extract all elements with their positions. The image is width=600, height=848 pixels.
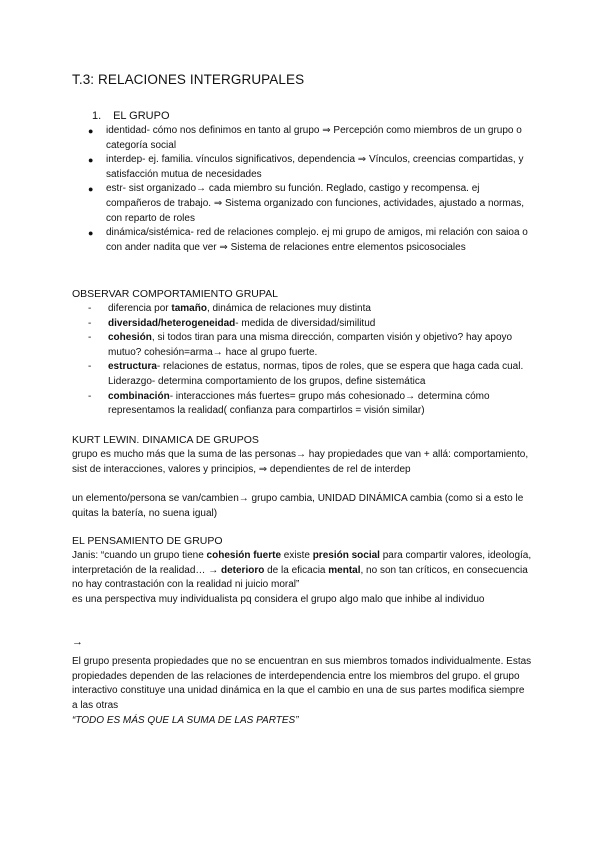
list-item: - diversidad/heterogeneidad- medida de diversidad/similitud — [88, 317, 528, 332]
bullet-icon: ● — [88, 228, 94, 239]
section-heading-el-grupo — [92, 110, 170, 122]
bullet-icon: ● — [88, 155, 94, 166]
section-heading-observar: OBSERVAR COMPORTAMIENTO GRUPAL — [72, 288, 278, 300]
list-item: ● interdep- ej. familia. vínculos significativos, dependencia ⇒ Vínculos, creencias compartidas, y satisfacción mutua de necesidades — [88, 154, 524, 180]
list-item: - cohesión, si todos tiran para una misma dirección, comparten visión y objetivo? hay apoyo mutuo? cohesión=arma→ hace al grupo fuerte. — [88, 332, 513, 358]
list-item: - combinación- interacciones más fuertes= grupo más cohesionado→ determina cómo representamos la realidad( confianza para compartirlos = visión similar) — [88, 390, 490, 417]
dash-icon: - — [88, 390, 92, 402]
paragraph-lewin-1: grupo es mucho más que la suma de las personas→ hay propiedades que van + allá: comportamiento, sist de interacciones, valores y principios, ⇒ dependientes de rel de interdep — [72, 449, 529, 475]
paragraph-conclusion: El grupo presenta propiedades que no se encuentran en sus miembros tomados individualmente. Estas propiedades dependen de las relaciones de interdependencia entre los miembros del grupo. el grupo interactivo constituye una unidad dinámica en la que el cambio en una de sus partes modifica siempre a las otras — [72, 656, 532, 711]
paragraph-janis-quote: Janis: “cuando un grupo tiene cohesión fuerte existe presión social para compartir valores, ideología, interpretación de la realidad… → deterioro de la eficacia mental, no son tan críticos, en consecuencia no hay contrastación con la realidad ni juicio moral” — [72, 550, 532, 591]
section-heading-kurt-lewin: KURT LEWIN. DINAMICA DE GRUPOS — [72, 434, 259, 446]
page-title: T.3: RELACIONES INTERGRUPALES — [72, 72, 305, 87]
section-heading-text: EL GRUPO — [113, 110, 170, 122]
section-number: 1. — [92, 110, 102, 122]
dash-icon: - — [88, 317, 92, 329]
list-item: - estructura- relaciones de estatus, normas, tipos de roles, que se espera que haga cada cual. Liderazgo- determina comportamiento de los grupos, define sistemática — [88, 361, 524, 387]
list-item: - diferencia por tamaño, dinámica de relaciones muy distinta — [88, 302, 528, 317]
dash-list-observar — [88, 302, 528, 419]
bullet-icon: ● — [88, 126, 94, 136]
closing-quote: “TODO ES MÁS QUE LA SUMA DE LAS PARTES” — [72, 715, 299, 726]
paragraph-lewin-2: un elemento/persona se van/cambien→ grupo cambia, UNIDAD DINÁMICA cambia (como si a esto le quitas la batería, no suena igual) — [72, 493, 524, 519]
dash-icon: - — [88, 303, 92, 314]
section-heading-pensamiento: EL PENSAMIENTO DE GRUPO — [72, 535, 223, 547]
list-item: ● identidad- cómo nos definimos en tanto al grupo ⇒ Percepción como miembros de un grupo o categoría social — [88, 125, 522, 151]
paragraph-janis-2: es una perspectiva muy individualista pq considera el grupo algo malo que inhibe al individuo — [72, 594, 485, 605]
bullet-icon: ● — [88, 184, 94, 195]
dash-icon: - — [88, 361, 92, 373]
dash-icon: - — [88, 332, 92, 344]
list-item: ● dinámica/sistémica- red de relaciones complejo. ej mi grupo de amigos, mi relación con saioa o con ander nadita que ver ⇒ Sistema de relaciones entre elementos psicosociales — [88, 227, 528, 253]
bullet-list-el-grupo — [88, 124, 528, 255]
list-item: ● estr- sist organizado→ cada miembro su función. Reglado, castigo y recompensa. ej compañeros de trabajo. ⇒ Sistema organizado con funciones, actividades, ajustado a normas, con reparto de roles — [88, 183, 525, 224]
right-arrow-icon: → — [72, 636, 83, 648]
